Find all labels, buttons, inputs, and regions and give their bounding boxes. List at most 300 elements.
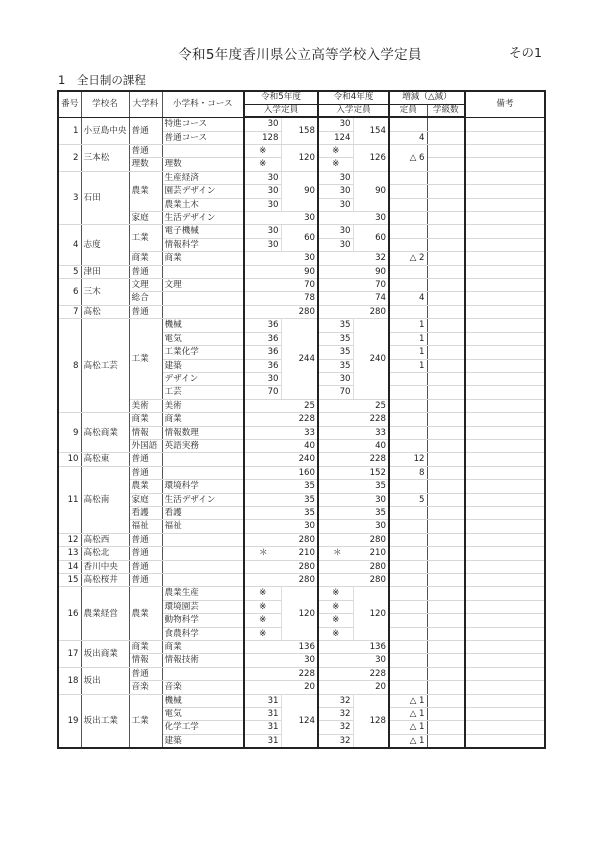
remarks	[465, 305, 545, 318]
school-number: 8	[58, 319, 81, 413]
change-capacity	[389, 574, 427, 587]
header-no: 番号	[58, 91, 81, 117]
change-capacity	[389, 426, 427, 439]
change-classes	[427, 171, 465, 184]
school-number: 3	[58, 171, 81, 225]
r4-capacity: 40	[318, 439, 389, 452]
major-department: 福祉	[129, 520, 162, 533]
school-name: 石田	[81, 171, 129, 225]
minor-course: 生活デザイン	[162, 493, 244, 506]
asterisk-mark: ＊	[333, 548, 342, 559]
change-capacity: 1	[389, 359, 427, 372]
r5-course-capacity: 128	[244, 131, 281, 144]
remarks	[465, 265, 545, 278]
minor-course: 動物科学	[162, 614, 244, 627]
minor-course	[162, 547, 244, 560]
school-number: 5	[58, 265, 81, 278]
r5-capacity: 280	[244, 305, 318, 318]
r4-capacity: 30	[318, 654, 389, 667]
change-classes	[427, 292, 465, 305]
school-number: 6	[58, 279, 81, 306]
minor-course: 建築	[162, 359, 244, 372]
school-number: 19	[58, 694, 81, 748]
remarks	[465, 212, 545, 225]
remarks	[465, 198, 545, 211]
minor-course: 英語実務	[162, 439, 244, 452]
remarks	[465, 708, 545, 721]
change-classes	[427, 319, 465, 332]
remarks	[465, 292, 545, 305]
school-number: 9	[58, 413, 81, 453]
major-department: 普通	[129, 667, 162, 680]
table-row	[58, 547, 545, 560]
r4-course-capacity: 30	[318, 198, 353, 211]
r5-capacity: 136	[244, 641, 318, 654]
minor-course	[162, 560, 244, 573]
remarks	[465, 185, 545, 198]
table-body	[58, 117, 545, 748]
school-name: 三木	[81, 279, 129, 306]
school-name: 小豆島中央	[81, 117, 129, 144]
table-row	[58, 506, 545, 519]
r5-capacity: 240	[244, 453, 318, 466]
minor-course: 食農科学	[162, 627, 244, 640]
major-department: 工業	[129, 225, 162, 252]
change-classes	[427, 238, 465, 251]
major-department: 家庭	[129, 212, 162, 225]
remarks	[465, 372, 545, 385]
table-row	[58, 145, 545, 158]
school-number: 1	[58, 117, 81, 144]
major-department: 普通	[129, 560, 162, 573]
change-classes	[427, 346, 465, 359]
change-classes	[427, 453, 465, 466]
r5-course-capacity: 31	[244, 721, 281, 734]
r5-course-capacity: 30	[244, 185, 281, 198]
change-capacity: △ 1	[389, 708, 427, 721]
header-change-capacity: 定員	[389, 104, 427, 117]
remarks	[465, 721, 545, 734]
table-row	[58, 305, 545, 318]
remarks	[465, 131, 545, 144]
change-classes	[427, 265, 465, 278]
r4-capacity: 70	[318, 279, 389, 292]
remarks	[465, 587, 545, 600]
change-capacity	[389, 560, 427, 573]
header-minor: 小学科・コース	[162, 91, 244, 117]
r5-course-capacity: 31	[244, 694, 281, 707]
change-capacity: 8	[389, 466, 427, 479]
major-department: 文理	[129, 279, 162, 292]
major-department: 普通	[129, 305, 162, 318]
table-row	[58, 574, 545, 587]
minor-course: 普通コース	[162, 131, 244, 144]
remarks	[465, 426, 545, 439]
major-department: 普通	[129, 574, 162, 587]
change-capacity	[389, 547, 427, 560]
r4-course-capacity: 35	[318, 346, 353, 359]
major-department: 普通	[129, 466, 162, 479]
major-department: 農業	[129, 171, 162, 211]
minor-course	[162, 145, 244, 158]
remarks	[465, 614, 545, 627]
change-classes	[427, 506, 465, 519]
remarks	[465, 319, 545, 332]
change-classes	[427, 694, 465, 707]
r5-total: 124	[281, 694, 318, 748]
change-classes	[427, 305, 465, 318]
change-capacity: 12	[389, 453, 427, 466]
change-capacity: △ 6	[389, 145, 427, 172]
change-capacity	[389, 238, 427, 251]
change-capacity	[389, 587, 427, 600]
change-capacity	[389, 372, 427, 385]
minor-course: 農業土木	[162, 198, 244, 211]
minor-course: 文理	[162, 279, 244, 292]
r5-course-capacity: 30	[244, 171, 281, 184]
school-name: 坂出	[81, 667, 129, 694]
school-name: 高松商業	[81, 413, 129, 453]
r5-course-capacity: 31	[244, 734, 281, 748]
r5-course-capacity: ※	[244, 587, 281, 600]
minor-course: 工芸	[162, 386, 244, 399]
r5-total: 90	[281, 171, 318, 211]
school-name: 高松	[81, 305, 129, 318]
r4-course-capacity: 32	[318, 708, 353, 721]
minor-course: 農業生産	[162, 587, 244, 600]
r5-capacity: 35	[244, 493, 318, 506]
minor-course: 音楽	[162, 681, 244, 694]
minor-course: 福祉	[162, 520, 244, 533]
remarks	[465, 225, 545, 238]
r4-course-capacity: 30	[318, 372, 353, 385]
change-capacity	[389, 399, 427, 412]
r5-course-capacity: 30	[244, 225, 281, 238]
r4-capacity: 20	[318, 681, 389, 694]
school-name: 高松北	[81, 547, 129, 560]
table-row	[58, 587, 545, 600]
r5-capacity: ＊ 210	[244, 547, 318, 560]
r5-capacity: 280	[244, 574, 318, 587]
major-department: 理数	[129, 158, 162, 171]
remarks	[465, 480, 545, 493]
change-classes	[427, 386, 465, 399]
school-name: 高松南	[81, 466, 129, 533]
remarks	[465, 413, 545, 426]
table-row	[58, 654, 545, 667]
r5-total: 158	[281, 117, 318, 144]
change-classes	[427, 426, 465, 439]
r4-course-capacity: 70	[318, 386, 353, 399]
major-department: 普通	[129, 265, 162, 278]
r5-total: 244	[281, 319, 318, 399]
r4-total: 240	[353, 319, 389, 399]
minor-course: デザイン	[162, 372, 244, 385]
r5-capacity: 160	[244, 466, 318, 479]
change-classes	[427, 158, 465, 171]
minor-course: 電気	[162, 708, 244, 721]
r5-course-capacity: ※	[244, 158, 281, 171]
change-capacity	[389, 439, 427, 452]
change-capacity: 4	[389, 131, 427, 144]
school-number: 4	[58, 225, 81, 265]
minor-course: 環境園芸	[162, 600, 244, 613]
table-row	[58, 225, 545, 238]
r4-capacity: 136	[318, 641, 389, 654]
change-classes	[427, 117, 465, 131]
r5-course-capacity: 31	[244, 708, 281, 721]
minor-course: 機械	[162, 694, 244, 707]
minor-course	[162, 574, 244, 587]
minor-course: 電気	[162, 332, 244, 345]
change-classes	[427, 212, 465, 225]
change-classes	[427, 533, 465, 546]
school-name: 坂出工業	[81, 694, 129, 748]
r4-course-capacity: ※	[318, 587, 353, 600]
remarks	[465, 560, 545, 573]
table-row	[58, 117, 545, 131]
minor-course: 化学工学	[162, 721, 244, 734]
r4-course-capacity: ※	[318, 614, 353, 627]
remarks	[465, 171, 545, 184]
school-name: 志度	[81, 225, 129, 265]
table-row	[58, 641, 545, 654]
r5-capacity: 30	[244, 212, 318, 225]
change-classes	[427, 466, 465, 479]
school-number: 10	[58, 453, 81, 466]
r4-capacity: 33	[318, 426, 389, 439]
minor-course	[162, 305, 244, 318]
change-classes	[427, 332, 465, 345]
header-school: 学校名	[81, 91, 129, 117]
change-capacity	[389, 614, 427, 627]
header-row-1	[58, 91, 545, 104]
change-capacity	[389, 627, 427, 640]
remarks	[465, 547, 545, 560]
school-number: 14	[58, 560, 81, 573]
r4-capacity: 152	[318, 466, 389, 479]
r4-capacity: 30	[318, 493, 389, 506]
remarks	[465, 493, 545, 506]
change-classes	[427, 198, 465, 211]
change-capacity: 5	[389, 493, 427, 506]
r4-capacity: 30	[318, 520, 389, 533]
r5-course-capacity: 30	[244, 238, 281, 251]
remarks	[465, 627, 545, 640]
change-classes	[427, 721, 465, 734]
change-capacity: △ 1	[389, 694, 427, 707]
table-row	[58, 265, 545, 278]
r5-capacity: 280	[244, 560, 318, 573]
minor-course: 環境科学	[162, 480, 244, 493]
r4-course-capacity: 30	[318, 225, 353, 238]
change-classes	[427, 439, 465, 452]
school-name: 高松桜井	[81, 574, 129, 587]
minor-course: 特進コース	[162, 117, 244, 131]
change-capacity	[389, 265, 427, 278]
r4-course-capacity: 35	[318, 319, 353, 332]
r5-capacity: 30	[244, 654, 318, 667]
remarks	[465, 506, 545, 519]
minor-course	[162, 453, 244, 466]
r5-course-capacity: 36	[244, 332, 281, 345]
change-classes	[427, 279, 465, 292]
r4-capacity: 74	[318, 292, 389, 305]
minor-course: 情報数理	[162, 426, 244, 439]
school-name: 農業経営	[81, 587, 129, 641]
r5-course-capacity: ※	[244, 600, 281, 613]
change-capacity	[389, 667, 427, 680]
major-department: 商業	[129, 413, 162, 426]
school-number: 17	[58, 641, 81, 668]
minor-course: 美術	[162, 399, 244, 412]
change-capacity	[389, 225, 427, 238]
remarks	[465, 279, 545, 292]
r5-capacity: 35	[244, 506, 318, 519]
r4-total: 120	[353, 587, 389, 641]
r4-course-capacity: ※	[318, 158, 353, 171]
r4-capacity: 280	[318, 560, 389, 573]
minor-course: 生活デザイン	[162, 212, 244, 225]
r5-capacity: 25	[244, 399, 318, 412]
r5-capacity: 30	[244, 252, 318, 265]
table-row	[58, 694, 545, 707]
r5-capacity: 280	[244, 533, 318, 546]
change-classes	[427, 654, 465, 667]
remarks	[465, 346, 545, 359]
major-department: 総合	[129, 292, 162, 305]
minor-course: 園芸デザイン	[162, 185, 244, 198]
remarks	[465, 453, 545, 466]
major-department: 外国語	[129, 439, 162, 452]
r4-capacity: 25	[318, 399, 389, 412]
school-name: 高松東	[81, 453, 129, 466]
change-classes	[427, 681, 465, 694]
r5-capacity: 70	[244, 279, 318, 292]
change-capacity	[389, 533, 427, 546]
table-row	[58, 439, 545, 452]
header-change-classes: 学級数	[427, 104, 465, 117]
minor-course	[162, 292, 244, 305]
major-department: 看護	[129, 506, 162, 519]
r4-course-capacity: 30	[318, 185, 353, 198]
r5-capacity: 40	[244, 439, 318, 452]
table-row	[58, 292, 545, 305]
header-r4: 令和4年度	[318, 91, 389, 104]
school-number: 15	[58, 574, 81, 587]
change-capacity	[389, 600, 427, 613]
change-capacity	[389, 520, 427, 533]
r5-capacity: 78	[244, 292, 318, 305]
change-capacity: 1	[389, 346, 427, 359]
remarks	[465, 145, 545, 158]
table-row	[58, 520, 545, 533]
table-row	[58, 681, 545, 694]
r4-capacity: 280	[318, 574, 389, 587]
minor-course: 看護	[162, 506, 244, 519]
major-department: 普通	[129, 145, 162, 158]
r5-course-capacity: ※	[244, 627, 281, 640]
r4-capacity: 90	[318, 265, 389, 278]
remarks	[465, 734, 545, 748]
school-name: 津田	[81, 265, 129, 278]
change-capacity	[389, 413, 427, 426]
remarks	[465, 574, 545, 587]
r4-course-capacity: ※	[318, 145, 353, 158]
remarks	[465, 520, 545, 533]
r5-total: 120	[281, 145, 318, 172]
remarks	[465, 667, 545, 680]
remarks	[465, 439, 545, 452]
school-name: 三本松	[81, 145, 129, 172]
change-classes	[427, 131, 465, 144]
remarks	[465, 681, 545, 694]
r5-capacity: 35	[244, 480, 318, 493]
r4-course-capacity: 30	[318, 238, 353, 251]
asterisk-mark: ＊	[259, 548, 268, 559]
minor-course	[162, 265, 244, 278]
remarks	[465, 694, 545, 707]
remarks	[465, 533, 545, 546]
change-capacity: △ 1	[389, 734, 427, 748]
change-classes	[427, 708, 465, 721]
header-r5-capacity: 入学定員	[244, 104, 318, 117]
table-row	[58, 560, 545, 573]
change-capacity	[389, 654, 427, 667]
remarks	[465, 600, 545, 613]
r5-capacity: 30	[244, 520, 318, 533]
change-classes	[427, 372, 465, 385]
remarks	[465, 359, 545, 372]
header-change: 増減（△減）	[389, 91, 465, 104]
minor-course: 生産経済	[162, 171, 244, 184]
change-capacity: 1	[389, 332, 427, 345]
major-department: 工業	[129, 319, 162, 399]
r5-capacity: 228	[244, 413, 318, 426]
major-department: 商業	[129, 641, 162, 654]
change-classes	[427, 641, 465, 654]
major-department: 美術	[129, 399, 162, 412]
change-capacity	[389, 212, 427, 225]
change-classes	[427, 252, 465, 265]
minor-course: 情報技術	[162, 654, 244, 667]
r5-total: 60	[281, 225, 318, 252]
r4-course-capacity: 35	[318, 359, 353, 372]
minor-course: 情報科学	[162, 238, 244, 251]
r5-course-capacity: ※	[244, 145, 281, 158]
r5-course-capacity: 30	[244, 117, 281, 131]
remarks	[465, 332, 545, 345]
remarks	[465, 158, 545, 171]
table-row	[58, 426, 545, 439]
r4-capacity: 30	[318, 212, 389, 225]
table-row	[58, 480, 545, 493]
change-classes	[427, 225, 465, 238]
minor-course: 商業	[162, 641, 244, 654]
table-row	[58, 413, 545, 426]
r4-capacity: ＊ 210	[318, 547, 389, 560]
change-capacity	[389, 305, 427, 318]
major-department: 農業	[129, 587, 162, 641]
r4-capacity: 35	[318, 506, 389, 519]
header-major: 大学科	[129, 91, 162, 117]
r5-course-capacity: 30	[244, 372, 281, 385]
school-name: 香川中央	[81, 560, 129, 573]
document-title: 令和5年度香川県公立高等学校入学定員	[178, 47, 422, 63]
change-classes	[427, 734, 465, 748]
change-classes	[427, 480, 465, 493]
school-number: 2	[58, 145, 81, 172]
